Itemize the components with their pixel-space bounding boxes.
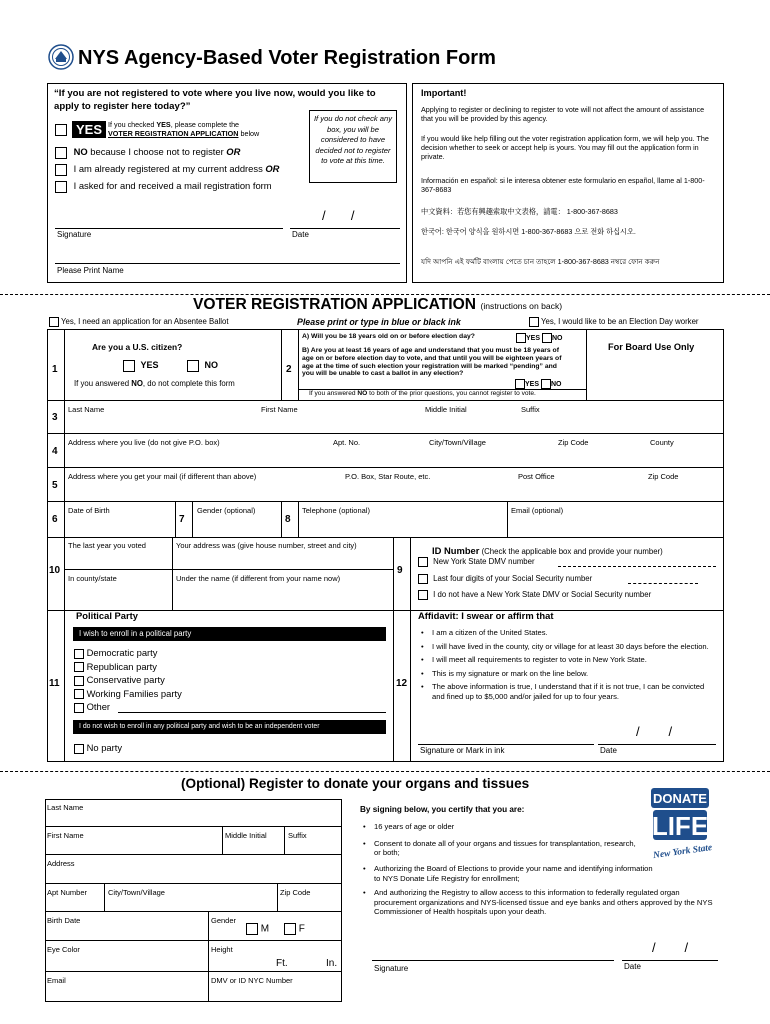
no-check-note: If you do not check any box, you will be considered to have decided not to register to vote at this time. bbox=[313, 114, 393, 165]
affidavit-item: • I will have lived in the county, city or village for at least 30 days before the election. bbox=[418, 642, 716, 652]
mail-form-checkbox[interactable] bbox=[55, 181, 67, 193]
citizen-no: NO bbox=[187, 360, 218, 372]
county-state-label: In county/state bbox=[68, 574, 117, 583]
mail-zip-code-label: Zip Code bbox=[648, 472, 679, 481]
important-bn: যদি আপনি এই ফর্মটি বাংলায় পেতে চান তাহলে 1-800-367-8683 নম্বরে ফোন করুন bbox=[421, 257, 660, 266]
affidavit-item: • I am a citizen of the United States. bbox=[418, 628, 716, 638]
field-number-11: 11 bbox=[49, 678, 60, 689]
gender-f-checkbox[interactable] bbox=[284, 923, 296, 935]
cut-line-top bbox=[0, 294, 770, 295]
party-republican[interactable]: Republican party bbox=[74, 660, 182, 674]
dmv-number-entry[interactable] bbox=[558, 566, 716, 567]
organ-middle-initial-label: Middle Initial bbox=[225, 831, 267, 840]
affidavit-date-line[interactable] bbox=[598, 744, 716, 745]
party-other-line[interactable] bbox=[118, 712, 386, 713]
field-number-6: 6 bbox=[52, 514, 58, 525]
organ-eye-color-label: Eye Color bbox=[47, 945, 80, 954]
organ-gender-options: M F bbox=[246, 923, 305, 935]
telephone-label: Telephone (optional) bbox=[302, 506, 370, 515]
id-number-heading: ID Number (Check the applicable box and provide your number) bbox=[432, 545, 663, 556]
id-ssn-option: Last four digits of your Social Security number bbox=[418, 574, 592, 584]
id-none-checkbox[interactable] bbox=[418, 590, 428, 600]
field-number-5: 5 bbox=[52, 480, 58, 491]
age-note: If you answered NO to both of the prior questions, you cannot register to vote. bbox=[309, 390, 536, 397]
date-label: Date bbox=[292, 230, 309, 239]
affidavit-item: • This is my signature or mark on the line below. bbox=[418, 669, 716, 679]
organ-consent-item: • Consent to donate all of your organs and tissues for transplantation, research, or both; bbox=[360, 839, 644, 858]
page-title: NYS Agency-Based Voter Registration Form bbox=[78, 47, 496, 69]
voter-section-heading: VOTER REGISTRATION APPLICATION (instructions on back) bbox=[190, 296, 565, 314]
party-working-families[interactable]: Working Families party bbox=[74, 687, 182, 701]
yes-checkbox[interactable] bbox=[55, 124, 67, 136]
organ-date-label: Date bbox=[624, 962, 641, 971]
organ-signature-label: Signature bbox=[374, 964, 409, 973]
absentee-option: Yes, I need an application for an Absentee Ballot bbox=[49, 317, 229, 327]
affidavit-signature-line[interactable] bbox=[418, 744, 594, 745]
organ-date-slashes: / / bbox=[652, 940, 689, 955]
height-in-label: In. bbox=[326, 958, 338, 969]
yes-note: If you checked YES, please complete the VOTER REGISTRATION APPLICATION below bbox=[108, 120, 260, 138]
important-p1: Applying to register or declining to register to vote will not affect the amount of assistance that you will be provided by this agency. bbox=[421, 105, 705, 123]
address-mail-label: Address where you get your mail (if different than above) bbox=[68, 472, 257, 481]
party-democratic[interactable]: Democratic party bbox=[74, 646, 182, 660]
election-day-option: Yes, I would like to be an Election Day worker bbox=[529, 317, 699, 327]
age-question-a: A) Will you be 18 years old on or before election day? bbox=[302, 333, 475, 340]
affidavit-list bbox=[418, 628, 716, 705]
important-title: Important! bbox=[421, 88, 467, 98]
age-a-yes-checkbox[interactable] bbox=[516, 333, 526, 343]
organ-consent-item: • 16 years of age or older bbox=[360, 822, 644, 832]
organ-consent-item: • Authorizing the Board of Elections to provide your name and identifying information to NYS Donate Life Registry for enrollment; bbox=[360, 864, 660, 883]
field-number-3: 3 bbox=[52, 412, 58, 423]
organ-consent-list-3 bbox=[360, 888, 724, 921]
organ-city-label: City/Town/Village bbox=[108, 888, 165, 897]
suffix-label: Suffix bbox=[521, 405, 540, 414]
age-a-yes-no: YES NO bbox=[516, 333, 562, 343]
affidavit-item: • I will meet all requirements to register to vote in New York State. bbox=[418, 655, 716, 665]
field-number-9: 9 bbox=[397, 565, 403, 576]
dob-label: Date of Birth bbox=[68, 506, 110, 515]
last-year-voted-label: The last year you voted bbox=[68, 541, 146, 550]
organ-last-name-label: Last Name bbox=[47, 803, 84, 812]
organ-apt-label: Apt Number bbox=[47, 888, 88, 897]
organ-address-label: Address bbox=[47, 859, 75, 868]
id-ssn-checkbox[interactable] bbox=[418, 574, 428, 584]
organ-email-label: Email bbox=[47, 976, 66, 985]
no-choice: NO because I choose not to register OR bbox=[55, 145, 240, 159]
registration-question: “If you are not registered to vote where you live now, would you like to apply to register here today?” bbox=[54, 88, 376, 112]
no-party-option[interactable]: No party bbox=[74, 742, 122, 754]
id-dmv-checkbox[interactable] bbox=[418, 557, 428, 567]
age-question-b: B) Are you at least 16 years of age and understand that you must be 18 years of age on or before election day to vote, and that until you will be eighteen years of age at the time of such election your registration will be marked “pending” and you will be unable to cast a ballot in any election? bbox=[302, 347, 562, 378]
affidavit-date-label: Date bbox=[600, 746, 617, 755]
field-number-8: 8 bbox=[285, 514, 291, 525]
organ-birth-date-label: Birth Date bbox=[47, 916, 81, 925]
middle-initial-label: Middle Initial bbox=[425, 405, 467, 414]
field-number-4: 4 bbox=[52, 446, 58, 457]
important-ko: 한국어: 한국어 양식을 원하시면 1-800-367-8683 으로 전화 하십시오. bbox=[421, 227, 636, 236]
prev-address-label: Your address was (give house number, street and city) bbox=[176, 541, 357, 550]
affidavit-date-slashes: / / bbox=[636, 724, 673, 739]
gender-label: Gender (optional) bbox=[197, 506, 256, 515]
board-use-label: For Board Use Only bbox=[608, 342, 695, 352]
prev-name-label: Under the name (if different from your name now) bbox=[176, 574, 341, 583]
organ-zip-label: Zip Code bbox=[280, 888, 311, 897]
logo-state-text: New York State bbox=[652, 842, 713, 862]
organ-height-label: Height bbox=[211, 945, 233, 954]
age-a-no-checkbox[interactable] bbox=[542, 333, 552, 343]
important-zh: 中文資料：若您有興趣索取中文表格，請電： 1-800-367-8683 bbox=[421, 207, 618, 216]
independent-bar: I do not wish to enroll in any political party and wish to be an independent voter bbox=[73, 720, 386, 734]
organ-suffix-label: Suffix bbox=[288, 831, 307, 840]
party-title: Political Party bbox=[76, 610, 139, 621]
no-checkbox[interactable] bbox=[55, 147, 67, 159]
city-town-village-label: City/Town/Village bbox=[429, 438, 486, 447]
age-b-no-checkbox[interactable] bbox=[541, 379, 551, 389]
affidavit-item: • The above information is true, I understand that if it is not true, I can be convicted and fined up to $5,000 and/or jailed for up to four years. bbox=[418, 682, 716, 701]
first-name-label: First Name bbox=[261, 405, 298, 414]
party-enroll-bar: I wish to enroll in a political party bbox=[73, 627, 386, 641]
date-line[interactable] bbox=[290, 228, 400, 229]
already-registered-checkbox[interactable] bbox=[55, 164, 67, 176]
important-p2: If you would like help filling out the voter registration application form, we will help you. The decision whether to seek or accept help is yours. You may fill out the application form in private. bbox=[421, 134, 709, 161]
id-dmv-option: New York State DMV number bbox=[418, 557, 535, 567]
field-number-2: 2 bbox=[286, 364, 292, 375]
nys-seal-icon bbox=[48, 44, 74, 70]
organ-section-heading: (Optional) Register to donate your organs and tissues bbox=[178, 776, 532, 791]
citizen-question: Are you a U.S. citizen? bbox=[92, 342, 183, 352]
ssn-number-entry[interactable] bbox=[628, 583, 698, 584]
party-other[interactable]: Other bbox=[74, 700, 182, 714]
field-number-10: 10 bbox=[49, 565, 61, 576]
county-label: County bbox=[650, 438, 674, 447]
affidavit-title: Affidavit: I swear or affirm that bbox=[418, 610, 554, 621]
print-name-label: Please Print Name bbox=[57, 266, 124, 275]
organ-gender-label: Gender bbox=[211, 916, 237, 925]
yes-badge: YES bbox=[72, 121, 106, 138]
date-slashes: / / bbox=[322, 208, 355, 223]
organ-certify-heading: By signing below, you certify that you are: bbox=[360, 805, 525, 814]
email-label: Email (optional) bbox=[511, 506, 564, 515]
field-number-12: 12 bbox=[396, 678, 408, 689]
party-list bbox=[74, 646, 182, 714]
important-es: Información en español: si le interesa obtener este formulario en español, llame al 1-800-367-8683 bbox=[421, 176, 705, 194]
print-name-line[interactable] bbox=[55, 263, 400, 264]
organ-consent-item: • And authorizing the Registry to allow access to this information to federally regulated organ procurement organizations and NYS-licensed tissue and eye banks and others approved by the NYS Commissioner of Health hospitals upon your death. bbox=[360, 888, 724, 917]
citizen-yes: YES bbox=[123, 360, 159, 372]
age-b-yes-checkbox[interactable] bbox=[515, 379, 525, 389]
already-registered-choice: I am already registered at my current address OR bbox=[55, 162, 279, 176]
sig-mark-label: Signature or Mark in ink bbox=[420, 746, 505, 755]
organ-first-name-label: First Name bbox=[47, 831, 84, 840]
organ-date-line[interactable] bbox=[622, 960, 718, 961]
address-live-label: Address where you live (do not give P.O. box) bbox=[68, 438, 220, 447]
field-number-7: 7 bbox=[179, 514, 185, 525]
gender-m-checkbox[interactable] bbox=[246, 923, 258, 935]
po-box-label: P.O. Box, Star Route, etc. bbox=[345, 472, 431, 481]
yes-choice bbox=[55, 121, 67, 139]
post-office-label: Post Office bbox=[518, 472, 555, 481]
signature-label: Signature bbox=[57, 230, 92, 239]
last-name-label: Last Name bbox=[68, 405, 105, 414]
logo-donate-text: DONATE bbox=[653, 791, 707, 806]
donate-life-logo bbox=[647, 786, 717, 862]
party-conservative[interactable]: Conservative party bbox=[74, 673, 182, 687]
field-number-1: 1 bbox=[52, 364, 58, 375]
citizen-no-checkbox[interactable] bbox=[187, 360, 199, 372]
height-ft-label: Ft. bbox=[276, 958, 288, 969]
id-none-option: I do not have a New York State DMV or Social Security number bbox=[418, 590, 651, 600]
signature-line[interactable] bbox=[55, 228, 283, 229]
zip-code-label: Zip Code bbox=[558, 438, 589, 447]
organ-consent-list-2 bbox=[360, 864, 660, 891]
print-ink-note: Please print or type in blue or black ink bbox=[297, 317, 461, 327]
absentee-checkbox[interactable] bbox=[49, 317, 59, 327]
citizen-yes-checkbox[interactable] bbox=[123, 360, 135, 372]
age-b-yes-no: YES NO bbox=[515, 379, 561, 389]
cut-line-bottom bbox=[0, 771, 770, 772]
organ-signature-line[interactable] bbox=[372, 960, 614, 961]
citizen-note: If you answered NO, do not complete this form bbox=[74, 379, 235, 388]
organ-dmv-label: DMV or ID NYC Number bbox=[211, 976, 293, 985]
mail-form-choice: I asked for and received a mail registration form bbox=[55, 179, 272, 193]
organ-consent-list bbox=[360, 822, 644, 865]
logo-life-text: LIFE bbox=[651, 811, 709, 841]
apt-no-label: Apt. No. bbox=[333, 438, 361, 447]
election-day-checkbox[interactable] bbox=[529, 317, 539, 327]
